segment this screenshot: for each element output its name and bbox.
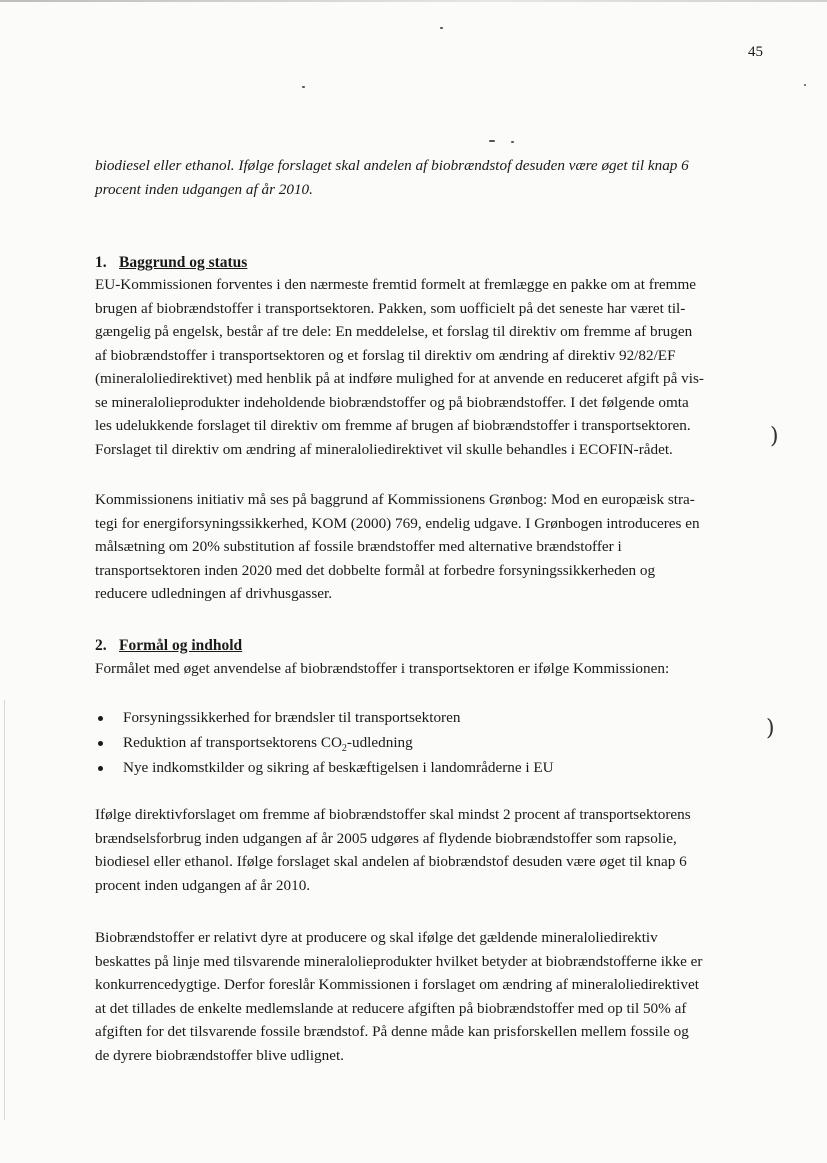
margin-mark: ) [770, 424, 779, 449]
section-1-paragraph-1 [95, 273, 775, 461]
margin-mark: ) [766, 716, 775, 741]
section-2-paragraph-2 [95, 926, 775, 1067]
list-item-text: Nye indkomstkilder og sikring af beskæftigelsen i landområderne i EU [123, 759, 554, 776]
page-number: 45 [748, 44, 763, 60]
section-2-paragraph-1 [95, 803, 775, 897]
text-line: konkurrencedygtige. Derfor foreslår Kommissionen i forslaget om ændring af mineraloliedirektivet [95, 976, 699, 993]
text-line: brændselsforbrug inden udgangen af år 2005 udgøres af flydende biobrændstoffer som rapsolie, [95, 829, 677, 847]
section-title: Formål og indhold [119, 637, 243, 654]
list-item-text: -udledning [346, 734, 413, 751]
text-line: Forslaget til direktiv om ændring af mineraloliedirektivet vil skulle behandles i ECOFIN-rådet. [95, 440, 673, 458]
text-line: afgiften for det tilsvarende fossile brændstof. På denne måde kan prisforskellen mellem fossile og [95, 1023, 689, 1040]
bullet-icon [98, 716, 103, 721]
text-line: les udelukkende forslaget til direktiv om fremme af brugen af biobrændstoffer i transportsektoren. [95, 417, 691, 434]
text-line: biodiesel eller ethanol. Ifølge forslaget skal andelen af biobrændstof desuden være øget til knap 6 [95, 157, 689, 174]
text-line: procent inden udgangen af år 2010. [95, 876, 311, 894]
subscript-text: 2 [341, 743, 347, 755]
list-item [95, 730, 775, 755]
bullet-icon [98, 766, 103, 771]
text-line: at det tillades de enkelte medlemslande at reducere afgiften på biobrændstoffer med op til 50% af [95, 999, 687, 1017]
text-line: målsætning om 20% substitution af fossile brændstoffer med alternative brændstoffer i [95, 538, 622, 555]
list-item [95, 755, 775, 780]
text-line: reducere udledningen af drivhusgasser. [95, 585, 333, 602]
text-line: Biobrændstoffer er relativt dyre at producere og skal ifølge det gældende mineraloliedirektiv [95, 929, 658, 946]
section-number: 1. [95, 254, 107, 271]
list-item-text: Reduktion af transportsektorens CO [123, 734, 342, 751]
section-2-heading [95, 637, 242, 655]
top-fragment [95, 154, 775, 201]
text-line: Ifølge direktivforslaget om fremme af biobrændstoffer skal mindst 2 procent af transportsektorens [95, 806, 691, 823]
page-left-edge [4, 700, 5, 1120]
text-line: Kommissionens initiativ må ses på baggrund af Kommissionens Grønbog: Mod en europæisk stra- [95, 491, 695, 508]
bullet-icon [98, 741, 103, 746]
page-top-edge [0, 0, 827, 2]
text-line: transportsektoren inden 2020 med det dobbelte formål at forbedre forsyningssikkerheden og [95, 561, 656, 579]
section-title: Baggrund og status [119, 254, 248, 271]
scan-speck [489, 140, 495, 142]
text-line: EU-Kommissionen forventes i den nærmeste fremtid formelt at fremlægge en pakke om at fremme [95, 276, 696, 293]
scan-speck [440, 27, 443, 29]
text-line: brugen af biobrændstoffer i transportsektoren. Pakken, som uofficielt på det seneste har været til- [95, 299, 686, 317]
text-line: procent inden udgangen af år 2010. [95, 180, 313, 198]
section-1-paragraph-2 [95, 488, 775, 606]
scan-speck [804, 84, 806, 86]
text-line: beskattes på linje med tilsvarende mineralolieprodukter hvilket betyder at biobrændstofferne ikke er [95, 952, 703, 970]
section-1-heading [95, 254, 247, 272]
text-line: biodiesel eller ethanol. Ifølge forslaget skal andelen af biobrændstof desuden være øget til knap 6 [95, 853, 687, 870]
scan-speck [511, 141, 514, 143]
text-line: se mineralolieprodukter indeholdende biobrændstoffer og på biobrændstoffer. I det følgende omta [95, 393, 689, 411]
section-number: 2. [95, 637, 107, 654]
text-line: gængelig på engelsk, består af tre dele: En meddelelse, et forslag til direktiv om fremme af brugen [95, 323, 693, 340]
list-item-text: Forsyningssikkerhed for brændsler til transportsektoren [123, 709, 461, 726]
bullet-list [95, 705, 775, 780]
scan-speck [302, 86, 305, 88]
text-line: Formålet med øget anvendelse af biobrændstoffer i transportsektoren er ifølge Kommissionen: [95, 660, 670, 677]
section-2-intro [95, 657, 775, 681]
text-line: tegi for energiforsyningssikkerhed, KOM (2000) 769, endelig udgave. I Grønbogen introduceres en [95, 514, 700, 532]
list-item [95, 705, 775, 730]
text-line: af biobrændstoffer i transportsektoren og et forslag til direktiv om ændring af direktiv 92/82/EF [95, 346, 676, 364]
text-line: de dyrere biobrændstoffer blive udlignet. [95, 1046, 344, 1064]
text-line: (mineraloliedirektivet) med henblik på at indføre mulighed for at anvende en reduceret afgift på vis- [95, 370, 704, 387]
